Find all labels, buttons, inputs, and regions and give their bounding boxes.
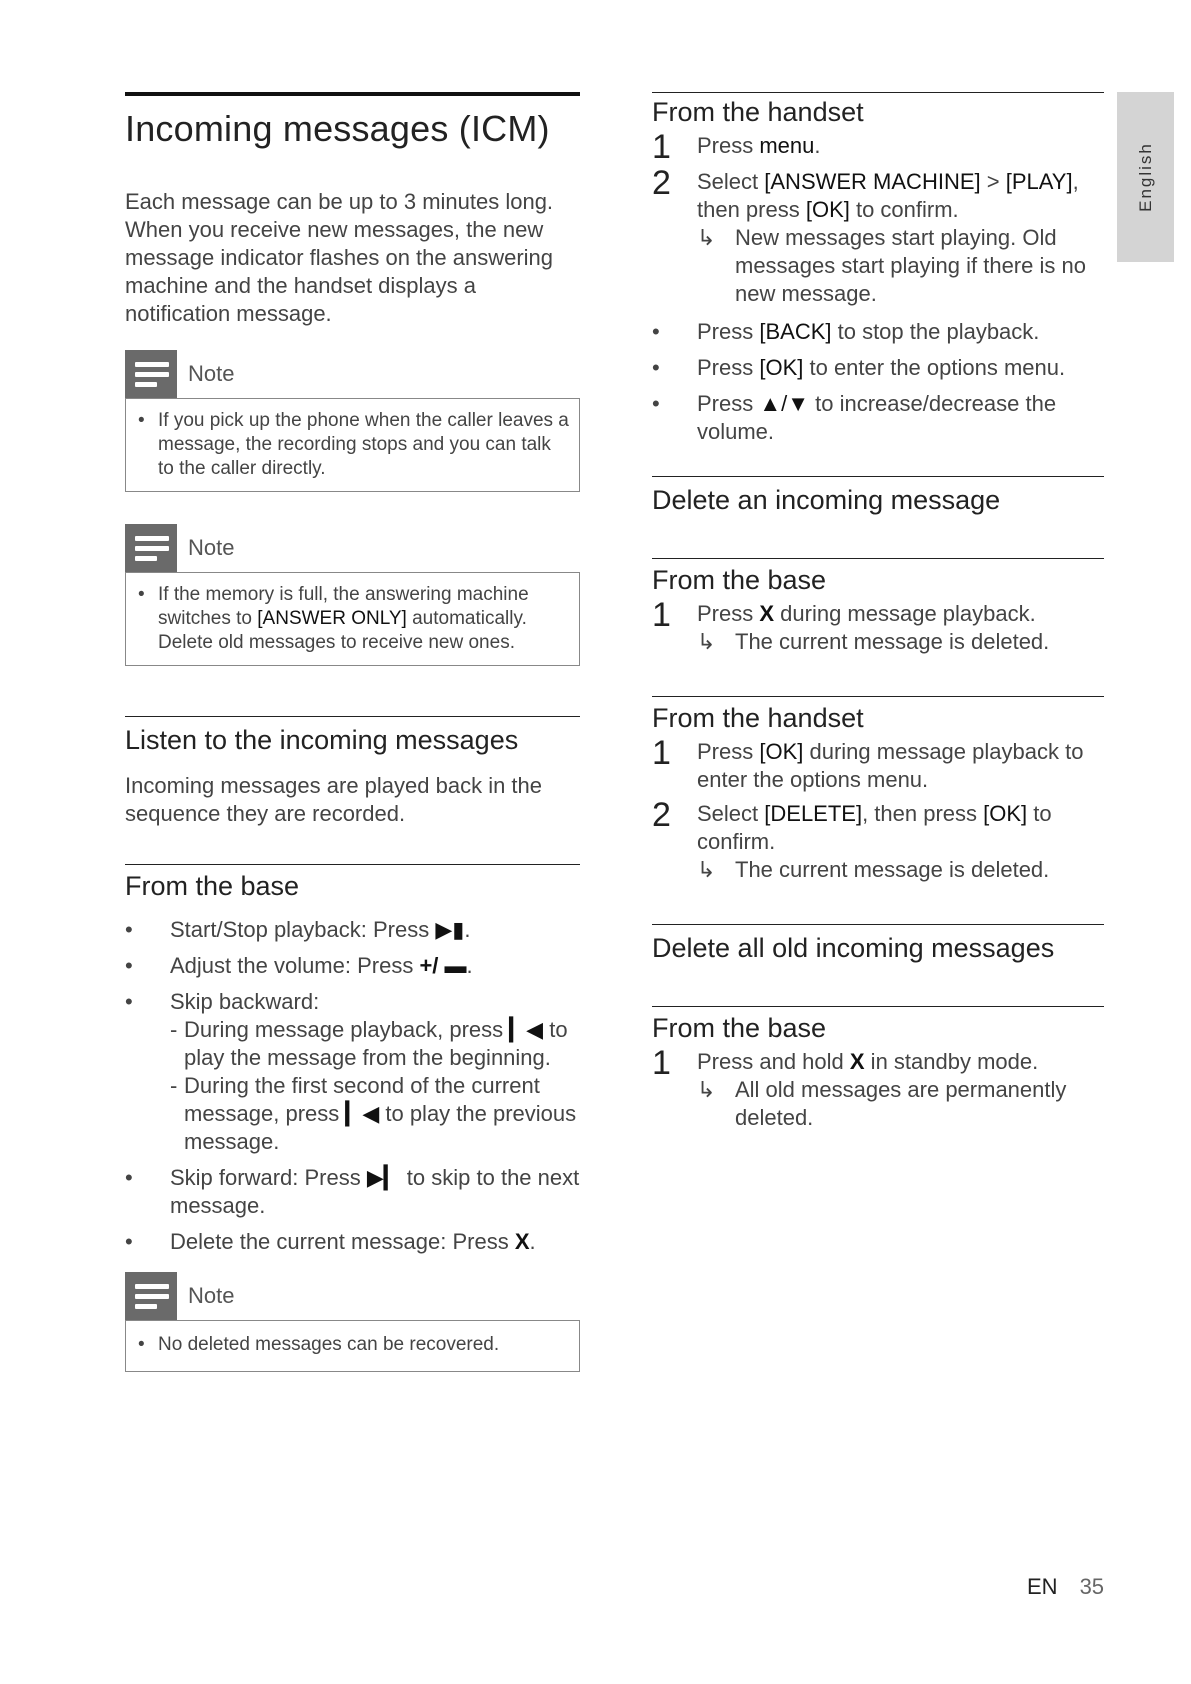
language-tab [1117, 92, 1174, 262]
note-text: No deleted messages can be recovered. [158, 1334, 500, 1355]
list-item: • Press [BACK] to stop the playback. [652, 319, 1040, 344]
note-3 [125, 1272, 580, 1372]
bullet: • [138, 1334, 145, 1355]
note-box [125, 398, 580, 492]
sub-item: - During the first second of the current message, press ▎◀ to play the previous message. [170, 1073, 577, 1154]
page-number: 35 [1079, 1574, 1105, 1599]
list-item: • Delete the current message: Press X. [125, 1229, 536, 1254]
result-arrow-icon: ↳ [697, 225, 716, 250]
skip-back-icon: ▎◀ [509, 1017, 544, 1042]
step-1: 1 Press and hold X in standby mode. ↳ All old messages are permanently deleted. [652, 1048, 1104, 1132]
list-item: • Skip forward: Press ▶▎ to skip to the next message. [125, 1165, 580, 1218]
subheading-from-base: From the base [652, 565, 827, 595]
section-rule [125, 716, 580, 717]
note-text: If the memory is full, the answering machine switches to [ANSWER ONLY] automatically. Delete old messages to receive new ones. [158, 584, 529, 653]
title-rule [125, 92, 580, 96]
step-2: 2 Select [ANSWER MACHINE] > [PLAY], then press [OK] to confirm. ↳ New messages start playing. Old messages start playing if there is no new message. [652, 168, 1104, 308]
step-result: ↳ All old messages are permanently deleted. [697, 1077, 1067, 1130]
left-column [125, 92, 580, 1372]
delete-x-icon: X [759, 601, 775, 626]
page-footer [1027, 1574, 1104, 1600]
section-heading-delete-all: Delete all old incoming messages [652, 933, 1055, 963]
step-result: ↳ New messages start playing. Old messages start playing if there is no new message. [697, 225, 1086, 306]
step-1: 1 Press menu. [652, 128, 821, 166]
section-rule [125, 864, 580, 865]
bullet: • [138, 584, 145, 605]
delete-x-icon: X [849, 1049, 865, 1074]
list-item: • Start/Stop playback: Press ▶▮. [125, 917, 471, 942]
intro-text: Each message can be up to 3 minutes long. When you receive new messages, the new message indicator flashes on the answering machine and the handset displays a notification message. [125, 189, 554, 326]
list-item: • Press ▲/▼ to increase/decrease the volume. [652, 391, 1057, 444]
note-icon [125, 1272, 177, 1320]
note-icon [125, 524, 177, 572]
step-result: ↳ The current message is deleted. [697, 857, 1050, 882]
step-1: 1 Press [OK] during message playback to enter the options menu. [652, 734, 1084, 792]
result-arrow-icon: ↳ [697, 1077, 716, 1102]
subheading-from-base: From the base [125, 871, 300, 901]
step-result: ↳ The current message is deleted. [697, 629, 1050, 654]
volume-icon: +/ ▬ [419, 953, 467, 978]
note-label: Note [188, 535, 235, 560]
skip-back-icon: ▎◀ [345, 1101, 380, 1126]
section-rule [652, 476, 1104, 477]
page-title: Incoming messages (ICM) [125, 108, 550, 149]
section-rule [652, 696, 1104, 697]
bullet: • [138, 410, 145, 431]
note-box [125, 1320, 580, 1372]
sub-item: - During message playback, press ▎◀ to play the message from the beginning. [170, 1017, 568, 1070]
volume-up-down-icon: ▲/▼ [759, 391, 810, 416]
language-tab-label: English [1135, 142, 1155, 212]
note-label: Note [188, 1283, 235, 1308]
result-arrow-icon: ↳ [697, 857, 716, 882]
skip-forward-icon: ▶▎ [366, 1165, 401, 1190]
right-column [652, 92, 1104, 1138]
delete-x-icon: X [514, 1229, 530, 1254]
section-rule [652, 92, 1104, 93]
note-1 [125, 350, 580, 492]
step-1: 1 Press X during message playback. ↳ The current message is deleted. [652, 596, 1050, 654]
result-arrow-icon: ↳ [697, 629, 716, 654]
subheading-from-handset: From the handset [652, 703, 864, 733]
list-item: • Skip backward: - During message playback, press ▎◀ to play the message from the beginning. - During the first second of the current message, press ▎◀ to play the previous message. [125, 988, 580, 1156]
section-rule [652, 1006, 1104, 1007]
section-heading-delete-one: Delete an incoming message [652, 485, 1001, 515]
section-rule [652, 924, 1104, 925]
note-2 [125, 524, 580, 666]
subheading-from-base: From the base [652, 1013, 827, 1043]
note-text: If you pick up the phone when the caller leaves a message, the recording stops and you can talk to the caller directly. [158, 410, 569, 479]
note-label: Note [188, 361, 235, 386]
section-rule [652, 558, 1104, 559]
list-item: • Adjust the volume: Press +/ ▬. [125, 953, 473, 978]
footer-lang: EN [1027, 1574, 1058, 1599]
section-heading-listen: Listen to the incoming messages [125, 725, 519, 755]
note-icon [125, 350, 177, 398]
note-box [125, 572, 580, 666]
subheading-from-handset: From the handset [652, 97, 864, 127]
base-controls-list [125, 916, 580, 1256]
list-item: • Press [OK] to enter the options menu. [652, 355, 1066, 380]
listen-text: Incoming messages are played back in the sequence they are recorded. [125, 773, 543, 826]
step-2: 2 Select [DELETE], then press [OK] to confirm. ↳ The current message is deleted. [652, 800, 1104, 884]
play-pause-icon: ▶▮ [435, 917, 465, 942]
handset-controls-list [652, 318, 1104, 446]
